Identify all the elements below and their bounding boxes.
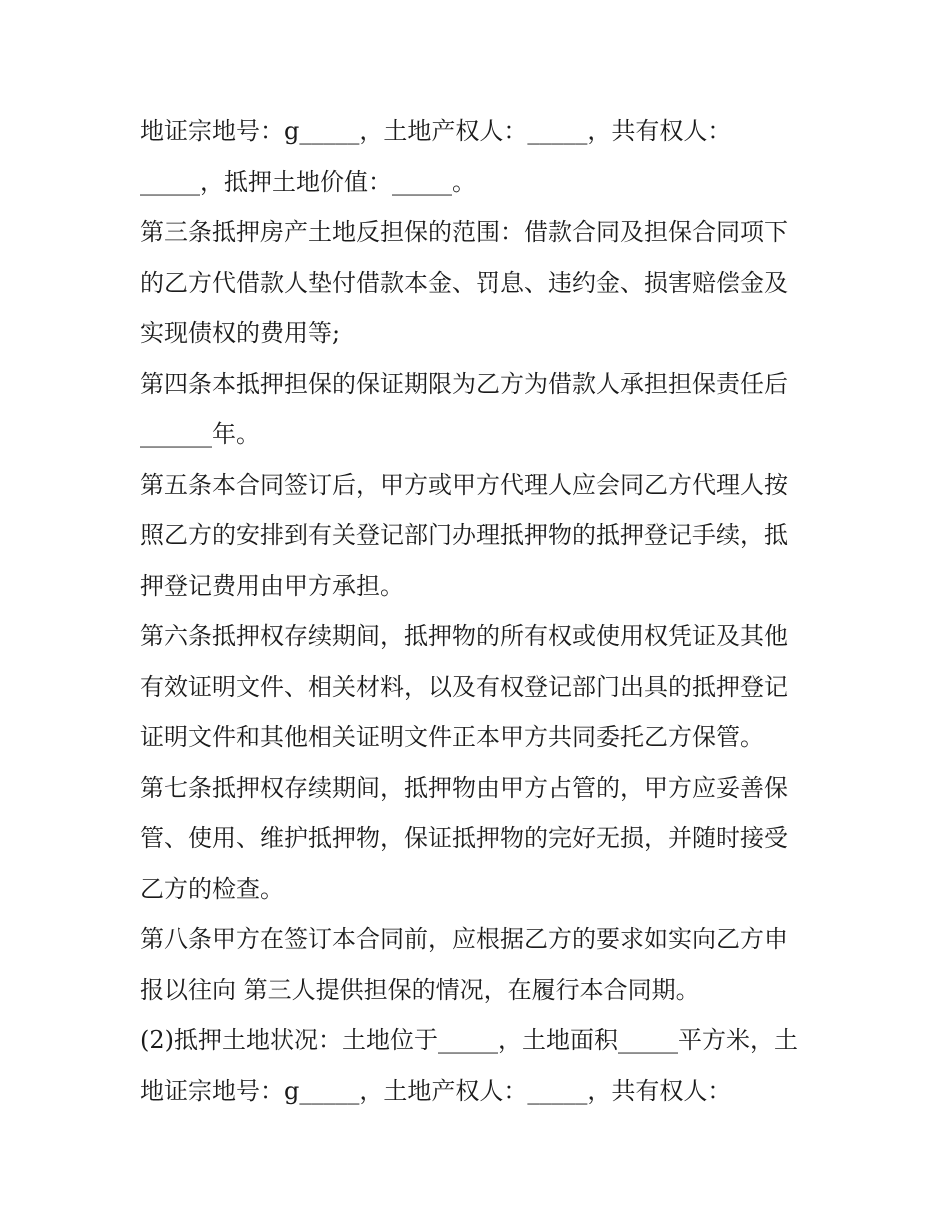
- text-line-3: 第三条抵押房产土地反担保的范围：借款合同及担保合同项下: [140, 218, 788, 246]
- text-line-2: _____，抵押土地价值：_____。: [140, 167, 476, 196]
- text-line-10: 押登记费用由甲方承担。: [140, 571, 404, 600]
- text-line-4: 的乙方代借款人垫付借款本金、罚息、违约金、损害赔偿金及: [140, 268, 788, 297]
- text-line-17: 第八条甲方在签订本合同前，应根据乙方的要求如实向乙方申: [140, 925, 788, 953]
- text-line-15: 管、使用、维护抵押物，保证抵押物的完好无损，并随时接受: [140, 824, 788, 852]
- text-line-8: 第五条本合同签订后，甲方或甲方代理人应会同乙方代理人按: [140, 470, 788, 499]
- text-line-6: 第四条本抵押担保的保证期限为乙方为借款人承担担保责任后: [140, 369, 788, 398]
- text-line-1: 地证宗地号：g_____，土地产权人：_____，共有权人：: [140, 117, 732, 145]
- text-line-18: 报以往向 第三人提供担保的情况，在履行本合同期。: [140, 975, 700, 1004]
- text-line-14: 第七条抵押权存续期间，抵押物由甲方占管的，甲方应妥善保: [140, 773, 788, 802]
- text-line-7: ______年。: [140, 420, 260, 448]
- document-body: [140, 106, 830, 1116]
- text-line-11: 第六条抵押权存续期间，抵押物的所有权或使用权凭证及其他: [140, 622, 788, 650]
- text-line-19: (2)抵押土地状况：土地位于_____，土地面积_____平方米，土: [140, 1026, 798, 1054]
- text-line-9: 照乙方的安排到有关登记部门办理抵押物的抵押登记手续，抵: [140, 521, 788, 549]
- text-line-16: 乙方的检查。: [140, 874, 284, 903]
- text-line-5: 实现债权的费用等;: [140, 319, 341, 347]
- text-line-12: 有效证明文件、相关材料，以及有权登记部门出具的抵押登记: [140, 672, 788, 701]
- text-line-20: 地证宗地号：g_____，土地产权人：_____，共有权人：: [140, 1076, 732, 1105]
- text-line-13: 证明文件和其他相关证明文件正本甲方共同委托乙方保管。: [140, 723, 764, 751]
